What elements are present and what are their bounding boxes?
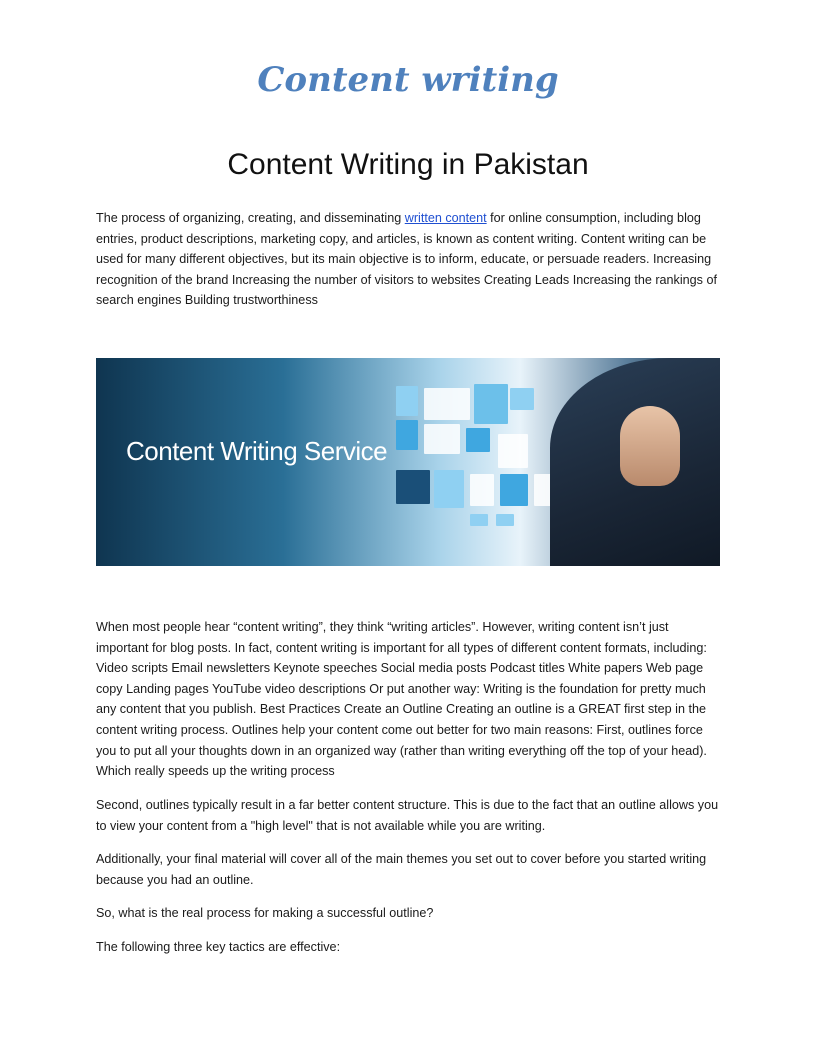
body-paragraph-4: So, what is the real process for making a successful outline? — [96, 906, 434, 920]
image-caption: Content Writing Service — [126, 436, 388, 466]
chart-tile — [396, 386, 418, 416]
gear-tile — [396, 470, 430, 504]
user-tile — [500, 474, 528, 506]
bar-chart-tile — [424, 388, 470, 420]
intro-text-start: The process of organizing, creating, and disseminating — [96, 211, 405, 225]
person-tile — [498, 434, 528, 468]
mail-tile — [470, 514, 488, 526]
intro-paragraph — [96, 208, 722, 311]
content-writing-service-image — [96, 358, 720, 566]
laptop-tile — [510, 388, 534, 410]
square-tile — [396, 420, 418, 450]
document-title: Content writing — [257, 60, 559, 100]
body-paragraph-1: When most people hear “content writing”, they think “writing articles”. However, writing content isn’t just important for blog posts. In fact, content writing is important for all types of different content formats, including: Video scripts Email newsletters Keynote speeches Social media posts Podcast titles White papers Web page copy Landing pages YouTube video descriptions Or put another way: Writing is the foundation for pretty much any content that you publish. Best Practices Create an Outline Creating an outline is a GREAT first step in the content writing process. Outlines help your content come out better for two main reasons: First, outlines force you to put all your thoughts down in an organized way (rather than writing everything off the top of your head). Which really speeds up the writing process — [96, 620, 707, 779]
body-paragraph-2: Second, outlines typically result in a far better content structure. This is due to the fact that an outline allows you to view your content from a "high level" that is not available while you are writing. — [96, 798, 719, 833]
body-paragraph-3: Additionally, your final material will cover all of the main themes you set out to cover before you started writing because you had an outline. — [96, 852, 707, 887]
hand-figure — [620, 406, 680, 486]
intro-text-end: for online consumption, including blog entries, product descriptions, marketing copy, and articles, is known as content writing. Content writing can be used for many different objectives, but its main objective is to inform, educate, or persuade readers. Increasing recognition of the brand Increasing the number of visitors to websites Creating Leads Increasing the rankings of search engines Building trustworthiness — [96, 211, 717, 308]
written-content-link[interactable]: written content — [404, 211, 487, 225]
monitor-tile — [496, 514, 514, 526]
puzzle-tile — [466, 428, 490, 452]
section-heading: Content Writing in Pakistan — [227, 148, 589, 181]
bulb-tile — [470, 474, 494, 506]
list-tile — [434, 470, 464, 508]
cloud-tile — [424, 424, 460, 454]
body-paragraph-5: The following three key tactics are effective: — [96, 940, 341, 954]
text-tile — [474, 384, 508, 424]
